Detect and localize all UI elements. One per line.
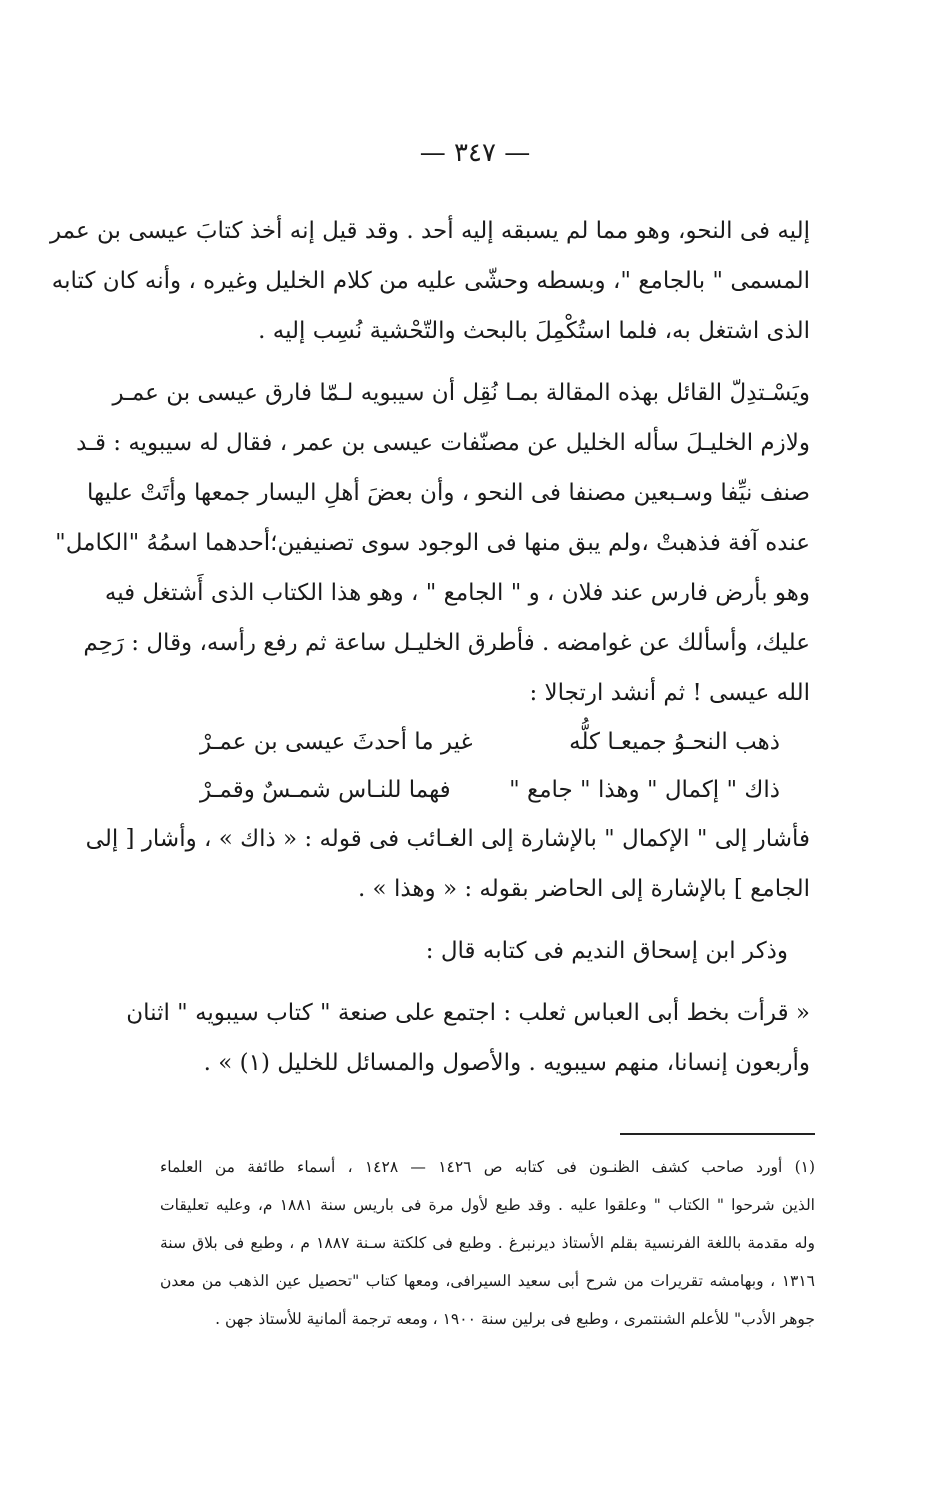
poem: [160, 718, 810, 814]
footnotes: [160, 1148, 815, 1338]
text-line: ولازم الخليـلَ سأله الخليل عن مصنّفات عيسى بن عمر ، فقال له سيبويه : قـد: [76, 430, 810, 456]
verse-hemistich-second: فهما للنـاس شمـسٌ وقمـرْ: [200, 777, 451, 803]
verse-line: [160, 718, 810, 766]
text-line: عليك، وأسألك عن غوامضه . فأطرق الخليـل ساعة ثم رفع رأسه، وقال : رَحِم: [83, 630, 810, 656]
paragraph: [85, 814, 810, 914]
text-line: إليه فى النحو، وهو مما لم يسبقه إليه أحد . وقد قيل إنه أخذ كتابَ عيسى بن عمر: [49, 218, 810, 244]
main-text: [49, 206, 810, 1088]
text-line: الله عيسى ! ثم أنشد ارتجالا :: [529, 680, 810, 706]
footnote-divider: [620, 1133, 815, 1135]
verse-hemistich-second: غير ما أحدثَ عيسى بن عمـرْ: [200, 729, 473, 755]
paragraph: [160, 926, 810, 976]
footnote-line: جوهر الأدب" للأعلم الشنتمرى ، وطبع فى برلين سنة ١٩٠٠ ، ومعه ترجمة ألمانية للأستاذ جهن .: [215, 1310, 815, 1328]
page-number: — ٣٤٧ —: [419, 138, 531, 168]
verse-hemistich-first: ذاك " إكمال " وهذا " جامع ": [509, 777, 780, 803]
text-line: وأربعون إنسانا، منهم سيبويه . والأصول والمسائل للخليل (١) » .: [203, 1050, 810, 1076]
text-line: صنف نيِّفا وسـبعين مصنفا فى النحو ، وأن بعضَ أهلِ اليسار جمعها وأتَتْ عليها: [87, 480, 810, 506]
paragraph: [49, 206, 810, 356]
text-line: ويَسْـتدِلّ القائل بهذه المقالة بمـا نُقِل أن سيبويه لـمّا فارق عيسى بن عمـر: [112, 380, 810, 406]
text-line: « قرأت بخط أبى العباس ثعلب : اجتمع على صنعة " كتاب سيبويه " اثنان: [126, 1000, 810, 1026]
verse-line: [160, 766, 810, 814]
verse-hemistich-first: ذهب النحـوُ جميعـا كلُّه: [569, 729, 780, 755]
footnote-line: ١٣١٦ ، وبهامشه تقريرات من شرح أبى سعيد السيرافى، ومعها كتاب "تحصيل عين الذهب من معدن: [160, 1272, 815, 1290]
footnote-line: (١) أورد صاحب كشف الظنـون فى كتابه ص ١٤٢٦ — ١٤٢٨ ، أسماء طائفة من العلماء: [160, 1158, 816, 1176]
footnote-line: الذين شرحوا " الكتاب " وعلقوا عليه . وقد طبع لأول مرة فى باريس سنة ١٨٨١ م، وعليه تعليقات: [160, 1196, 815, 1214]
text-line: الجامع ] بالإشارة إلى الحاضر بقوله : « وهذا » .: [357, 876, 810, 902]
text-line: الذى اشتغل به، فلما استُكْمِلَ بالبحث والتّحْشية نُسِب إليه .: [258, 318, 810, 344]
text-line: وذكر ابن إسحاق النديم فى كتابه قال :: [425, 938, 788, 964]
paragraph: [55, 368, 810, 718]
footnote-line: وله مقدمة باللغة الفرنسية بقلم الأستاذ ديرنبرغ . وطبع فى كلكتة سـنة ١٨٨٧ م ، وطبع فى بلاق سنة: [160, 1234, 815, 1252]
text-line: المسمى " بالجامع "، وبسطه وحشّى عليه من كلام الخليل وغيره ، وأنه كان كتابه: [51, 268, 810, 294]
quote-paragraph: [126, 988, 810, 1088]
text-line: وهو بأرض فارس عند فلان ، و " الجامع " ، وهو هذا الكتاب الذى أَشتغل فيه: [104, 580, 810, 606]
text-line: فأشار إلى " الإكمال " بالإشارة إلى الغـائب فى قوله : « ذاك » ، وأشار [ إلى: [85, 826, 810, 852]
text-line: عنده آفة فذهبتْ ،ولم يبق منها فى الوجود سوى تصنيفين؛أحدهما اسمُهُ "الكامل": [55, 530, 810, 556]
